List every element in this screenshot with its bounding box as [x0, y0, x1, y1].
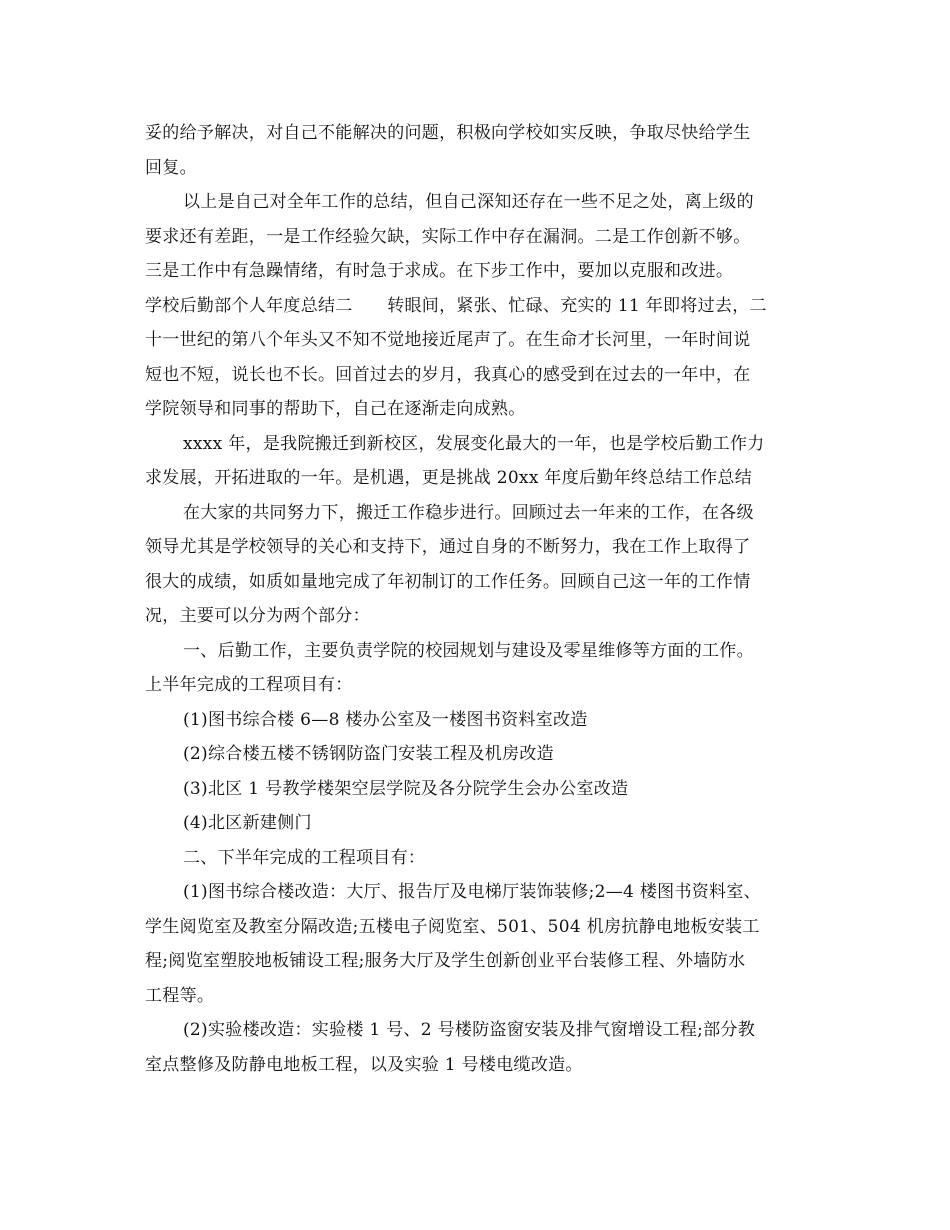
text-line: 十一世纪的第八个年头又不知不觉地接近尾声了。在生命才长河里，一年时间说: [145, 330, 751, 350]
text-line: 上半年完成的工程项目有：: [145, 675, 353, 695]
text-line: 一、后勤工作，主要负责学院的校园规划与建设及零星维修等方面的工作。: [183, 640, 754, 661]
text-line: 程;阅览室塑胶地板铺设工程;服务大厅及学生创新创业平台装修工程、外墙防水: [145, 951, 746, 971]
text-line: 学校后勤部个人年度总结二 转眼间，紧张、忙碌、充实的 11 年即将过去，二: [145, 295, 767, 316]
text-line: 三是工作中有急躁情绪，有时急于求成。在下步工作中，要加以克服和改进。: [145, 261, 734, 281]
text-line: (3)北区 1 号教学楼架空层学院及各分院学生会办公室改造: [183, 778, 629, 799]
text-line: 在大家的共同努力下，搬迁工作稳步进行。回顾过去一年来的工作，在各级: [183, 502, 754, 523]
text-line: (4)北区新建侧门: [183, 813, 312, 833]
text-line: xxxx 年，是我院搬迁到新校区，发展变化最大的一年，也是学校后勤工作力: [183, 433, 765, 454]
text-line: 很大的成绩，如质如量地完成了年初制订的工作任务。回顾自己这一年的工作情: [145, 571, 751, 592]
text-line: (1)图书综合楼改造：大厅、报告厅及电梯厅装饰装修;2—4 楼图书资料室、: [183, 882, 761, 902]
text-line: 二、下半年完成的工程项目有：: [183, 847, 426, 868]
text-line: 领导尤其是学校领导的关心和支持下，通过自身的不断努力，我在工作上取得了: [145, 537, 751, 557]
text-line: 况，主要可以分为两个部分：: [145, 606, 370, 626]
text-line: 学院领导和同事的帮助下，自己在逐渐走向成熟。: [145, 399, 526, 419]
text-line: (2)实验楼改造：实验楼 1 号、2 号楼防盗窗安装及排气窗增设工程;部分教: [183, 1020, 756, 1040]
text-line: 工程等。: [145, 985, 215, 1006]
text-line: 学生阅览室及教室分隔改造;五楼电子阅览室、501、504 机房抗静电地板安装工: [145, 916, 760, 937]
text-line: 短也不短，说长也不长。回首过去的岁月，我真心的感受到在过去的一年中，在: [145, 364, 751, 385]
text-line: 室点整修及防静电地板工程，以及实验 1 号楼电缆改造。: [145, 1054, 583, 1075]
text-line: (2)综合楼五楼不锈钢防盗门安装工程及机房改造: [183, 744, 554, 764]
text-line: 求发展，开拓进取的一年。是机遇，更是挑战 20xx 年度后勤年终总结工作总结: [145, 468, 753, 488]
text-line: 妥的给予解决，对自己不能解决的问题，积极向学校如实反映，争取尽快给学生: [145, 123, 751, 143]
document-body: [145, 116, 810, 1082]
text-line: (1)图书综合楼 6—8 楼办公室及一楼图书资料室改造: [183, 709, 588, 730]
text-line: 要求还有差距，一是工作经验欠缺，实际工作中存在漏洞。二是工作创新不够。: [145, 226, 751, 247]
text-line: 回复。: [145, 157, 197, 178]
text-line: 以上是自己对全年工作的总结，但自己深知还存在一些不足之处，离上级的: [183, 192, 754, 212]
